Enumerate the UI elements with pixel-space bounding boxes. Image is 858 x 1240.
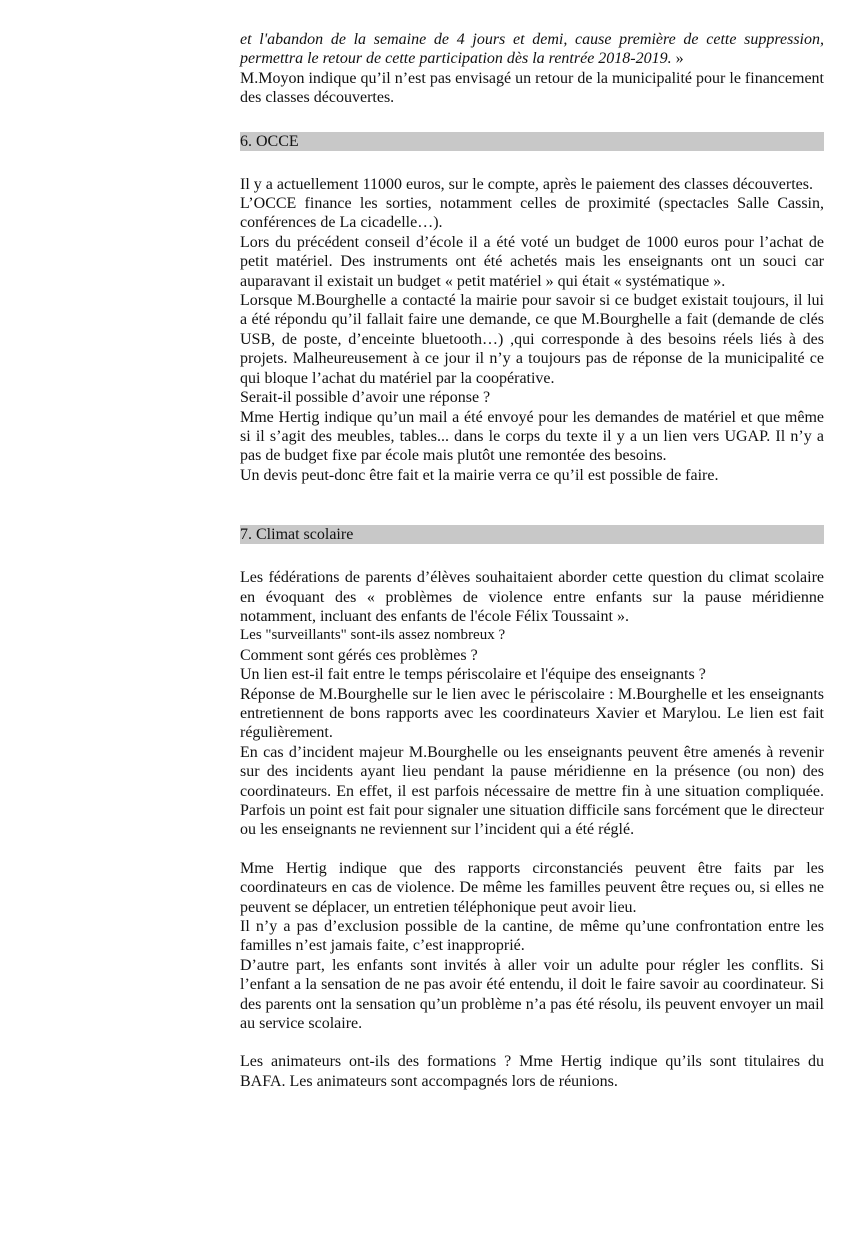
occe-paragraph-3: Lors du précédent conseil d’école il a été voté un budget de 1000 euros pour l’achat de petit matériel. Des instruments ont été achetés mais les enseignants ont un souci car auparavant il existait un budget « petit matériel » qui était « systématique ». xyxy=(240,233,824,290)
section-heading-occe: 6. OCCE xyxy=(240,132,824,151)
climat-paragraph-1: Les fédérations de parents d’élèves souhaitaient aborder cette question du climat scolaire en évoquant des « problèmes de violence entre enfants sur la pause méridienne notamment, incluant des enfants de l'école Félix Toussaint ». xyxy=(240,569,824,625)
intro-paragraph-2: M.Moyon indique qu’il n’est pas envisagé un retour de la municipalité pour le financement des classes découvertes. xyxy=(240,69,824,107)
intro-quote-close: » xyxy=(671,50,684,68)
climat-paragraph-8: Il n’y a pas d’exclusion possible de la cantine, de même qu’une confrontation entre les familles n’est jamais faite, c’est inapproprié. xyxy=(240,918,824,955)
climat-paragraph-3: Comment sont gérés ces problèmes ? xyxy=(240,646,478,664)
climat-paragraph-4: Un lien est-il fait entre le temps périscolaire et l'équipe des enseignants ? xyxy=(240,666,706,684)
document-page xyxy=(240,30,824,1091)
climat-paragraph-6: En cas d’incident majeur M.Bourghelle ou les enseignants peuvent être amenés à revenir sur des incidents ayant lieu pendant la pause méridienne en la présence (ou non) des coordinateurs. En effet, il est parfois nécessaire de mettre fin à une situation compliquée. Parfois un point est fait pour signaler une situation difficile sans forcément que le directeur ou les enseignants ne reviennent sur l’incident qui a été réglé. xyxy=(240,743,824,839)
occe-paragraph-7: Un devis peut-donc être fait et la mairie verra ce qu’il est possible de faire. xyxy=(240,466,719,484)
climat-paragraph-7: Mme Hertig indique que des rapports circonstanciés peuvent être faits par les coordinateurs en cas de violence. De même les familles peuvent être reçues ou, si elles ne peuvent se déplacer, un entretien téléphonique peut avoir lieu. xyxy=(240,859,824,916)
intro-paragraph-1 xyxy=(240,30,824,69)
occe-paragraph-4: Lorsque M.Bourghelle a contacté la mairie pour savoir si ce budget existait toujours, il lui a été répondu qu’il fallait faire une demande, ce que M.Bourghelle a fait (demande de clés USB, de poste, d’enceinte bluetooth…) ,qui corresponde à des besoins réels liés à des projets. Malheureusement à ce jour il n’y a toujours pas de réponse de la municipalité ce qui bloque l’achat du matériel par la coopérative. xyxy=(240,292,824,387)
occe-paragraph-1: Il y a actuellement 11000 euros, sur le compte, après le paiement des classes découvertes. xyxy=(240,175,813,193)
intro-quote-italic: et l'abandon de la semaine de 4 jours et demi, cause première de cette suppression, permettra le retour de cette participation dès la rentrée 2018-2019. xyxy=(240,31,824,68)
climat-paragraph-5: Réponse de M.Bourghelle sur le lien avec le périscolaire : M.Bourghelle et les enseignants entretiennent de bons rapports avec les coordinateurs Xavier et Marylou. Le lien est fait régulièrement. xyxy=(240,685,824,742)
climat-paragraph-9: D’autre part, les enfants sont invités à aller voir un adulte pour régler les conflits. Si l’enfant a la sensation de ne pas avoir été entendu, il doit le faire savoir au coordinateur. Si des parents ont la sensation qu’un problème n’a pas été résolu, ils peuvent envoyer un mail au service scolaire. xyxy=(240,956,824,1033)
occe-paragraph-2: L’OCCE finance les sorties, notamment celles de proximité (spectacles Salle Cassin, conférences de La cicadelle…). xyxy=(240,195,824,232)
occe-paragraph-5: Serait-il possible d’avoir une réponse ? xyxy=(240,389,491,407)
climat-paragraph-10: Les animateurs ont-ils des formations ? Mme Hertig indique qu’ils sont titulaires du BAFA. Les animateurs sont accompagnés lors de réunions. xyxy=(240,1053,824,1090)
occe-paragraph-6: Mme Hertig indique qu’un mail a été envoyé pour les demandes de matériel et que même si il s’agit des meubles, tables... dans le corps du texte il y a un lien vers UGAP. Il n’y a pas de budget fixe par école mais plutôt une remontée des besoins. xyxy=(240,408,824,465)
section-heading-climat-scolaire: 7. Climat scolaire xyxy=(240,525,824,544)
climat-paragraph-2: Les "surveillants" sont-ils assez nombreux ? xyxy=(240,627,506,644)
